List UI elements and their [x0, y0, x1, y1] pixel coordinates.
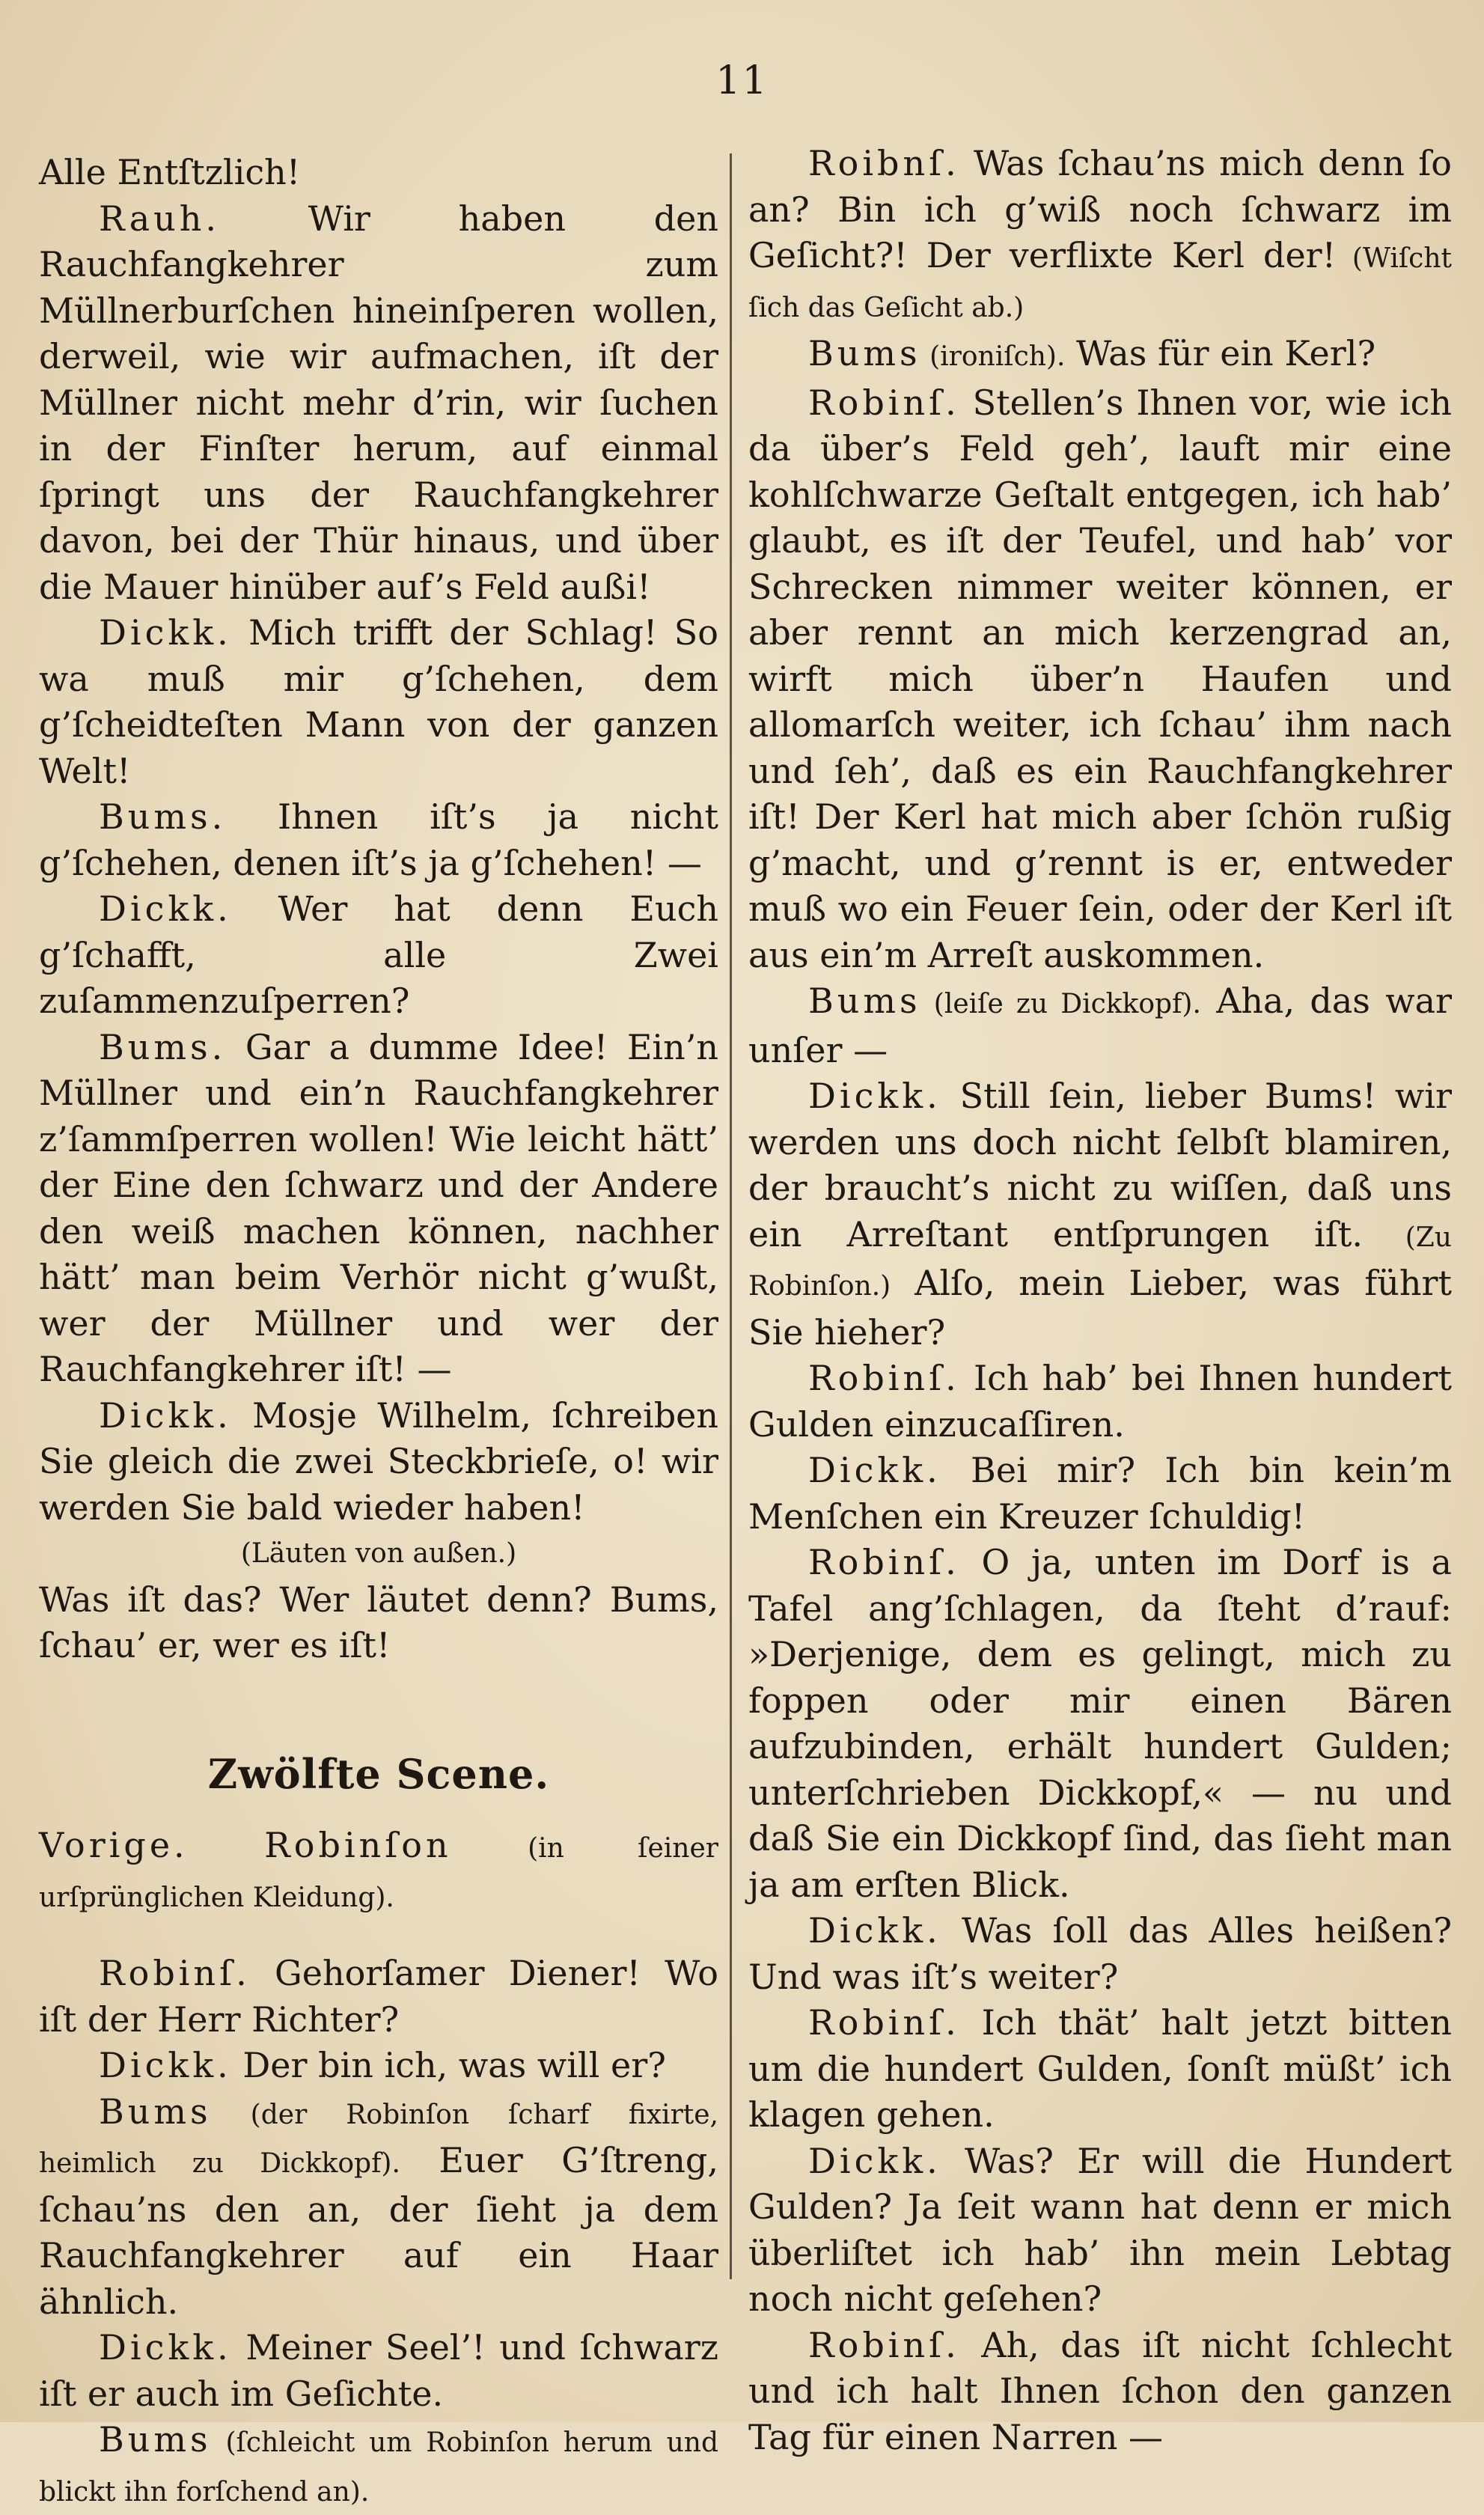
paragraph-text: Alſo, mein Lieber, was führt Sie hieher?: [748, 1263, 1452, 1353]
paragraph: [748, 1908, 1452, 2000]
paragraph: [748, 141, 1452, 331]
speaker-name: Bums: [99, 2419, 212, 2460]
paragraph: [39, 794, 718, 886]
scene-title: Zwölfte Scene.: [207, 1749, 550, 1798]
paragraph-text: Bei mir? Ich bin kein’m Menſchen ein Kreuzer ſchuldig!: [748, 1450, 1452, 1537]
speaker-name: Robinſ.: [808, 1542, 960, 1582]
paragraph: [748, 1448, 1452, 1540]
speaker-name: Robinſ.: [808, 2002, 960, 2043]
paragraph-text: Gar a dumme Idee! Ein’n Müllner und ein’n Rauchfangkehrer z’ſammſperren wollen! Wie leicht hätt’ der Eine den ſchwarz und der Andere den weiß machen können, nachher hätt’ man beim Verhör nicht g’wußt, wer der Müllner und wer der Rauchfangkehrer iſt! —: [39, 1026, 718, 1389]
character-name: Robinſon: [264, 1825, 452, 1865]
paragraph-text: Ihnen iſt’s ja nicht g’ſchehen, denen iſt’s ja g’ſchehen! —: [39, 796, 718, 883]
paragraph: [748, 2000, 1452, 2138]
paragraph-text: Was für ein Kerl?: [1065, 333, 1376, 374]
speaker-name: Bums: [808, 333, 921, 374]
speaker-name: Roibnſ.: [808, 143, 960, 183]
paragraph-text: Was? Er will die Hundert Gulden? Ja ſeit wann hat denn er mich überliſtet ich hab’ ihn mein Lebtag noch nicht geſehen?: [748, 2140, 1452, 2319]
speaker-name: Robinſ.: [808, 2324, 960, 2365]
paragraph-text: Wir haben den Rauchfangkehrer zum Müllnerburſchen hineinſperen wollen, derweil, wie wir aufmachen, iſt der Müllner nicht mehr d’rin, wir ſuchen in der Finſter herum, auf einmal ſpringt uns der Rauchfangkehrer davon, bei der Thür hinaus, und über die Mauer hinüber auf’s Feld außi!: [39, 198, 718, 607]
paragraph: [748, 1540, 1452, 1908]
paragraph: [39, 2089, 718, 2326]
paragraph: [39, 610, 718, 794]
speaker-name: Dickk.: [99, 1394, 232, 1436]
paragraph-text: Was ſchau’ns mich denn ſo an? Bin ich g’wiß noch ſchwarz im Geſicht?! Der verflixte Kerl der!: [748, 143, 1452, 275]
paragraph-text: Mosje Wilhelm, ſchreiben Sie gleich die zwei Steckbrieſe, o! wir werden Sie bald wieder haben!: [39, 1394, 718, 1528]
paragraph-text: Stellen’s Ihnen vor, wie ich da über’s Feld geh’, lauft mir eine kohlſchwarze Geſtalt entgegen, ich hab’ glaubt, es iſt der Teufel, und hab’ vor Schrecken nimmer weiter können, er aber rennt an mich kerzengrad an, wirft mich über’n Haufen und allomarſch weiter, ich ſchau’ ihm nach und ſeh’, daß es ein Rauchfangkehrer iſt! Der Kerl hat mich aber ſchön rußig g’macht, und g’rennt is er, entweder muß wo ein Feuer ſein, oder der Kerl iſt aus ein’m Arreſt auskommen.: [748, 382, 1452, 975]
scene-intro: [39, 1823, 718, 1921]
paragraph-text: Meiner Seel’! und ſchwarz iſt er auch im Geſichte.: [39, 2327, 718, 2414]
paragraph-text: Ich hab’ bei Ihnen hundert Gulden einzucaſſiren.: [748, 1358, 1452, 1445]
paragraph: [39, 1951, 718, 2043]
stage-direction: (in ſeiner urſprünglichen Kleidung).: [39, 1833, 719, 1913]
paragraph-text: Still ſein, lieber Bums! wir werden uns doch nicht ſelbſt blamiren, der braucht’s nicht zu wiſſen, daß uns ein Arreſtant entſprungen iſt.: [748, 1076, 1452, 1255]
paragraph: [39, 2043, 718, 2089]
paragraph-text: Was iſt das? Wer läutet denn? Bums, ſchau’ er, wer es iſt!: [39, 1579, 718, 1665]
speaker-name: Robinſ.: [808, 1358, 960, 1398]
paragraph: [39, 2325, 718, 2417]
speaker-name: Bums.: [99, 796, 227, 837]
stage-direction: (Zu Robinſon.): [748, 1222, 1452, 1302]
paragraph: [748, 1356, 1452, 1448]
paragraph-text: O ja, unten im Dorf is a Tafel ang’ſchlagen, da ſteht d’rauf: »Derjenige, dem es gelingt, mich zu foppen oder mir einen Bären aufzubinden, erhält hundert Gulden; unterſchrieben Dickkopf,« — nu und daß Sie ein Dickkopf ſind, das ſieht man ja am erſten Blick.: [748, 1542, 1452, 1905]
paragraph-text: Ah, das iſt nicht ſchlecht und ich halt Ihnen ſchon den ganzen Tag für einen Narren —: [748, 2324, 1452, 2457]
stage-direction: (Wiſcht ſich das Geſicht ab.): [748, 243, 1452, 323]
paragraph-text: Was ſoll das Alles heißen? Und was iſt’s weiter?: [748, 1910, 1452, 1997]
speaker-name: Dickk.: [99, 612, 232, 653]
speaker-name: Dickk.: [99, 2045, 232, 2085]
speaker-name: Robinſ.: [99, 1953, 251, 1993]
paragraph-text: Wer hat denn Euch g’ſchafft, alle Zwei zuſammenzuſperren?: [39, 888, 718, 1021]
paragraph-text: Euer G’ſtreng, ſchau’ns den an, der ſieht ja dem Rauchfangkehrer auf ein Haar ähnlich.: [39, 2140, 718, 2322]
paragraph: [39, 886, 718, 1025]
column-divider: [730, 153, 732, 2279]
paragraph: [39, 1393, 718, 1531]
paragraph: [39, 1577, 718, 1669]
stage-direction: (ironiſch).: [920, 341, 1066, 372]
stage-direction: (leiſe zu Dickkopf).: [920, 989, 1201, 1019]
speaker-name: Bums: [99, 2091, 212, 2132]
paragraph: [748, 1073, 1452, 1356]
speaker-name: Dickk.: [99, 2327, 232, 2368]
speaker-name: Bums.: [99, 1026, 227, 1067]
speaker-name: Robinſ.: [808, 382, 960, 423]
speaker-name: Vorige.: [39, 1825, 189, 1865]
spacer: [39, 1921, 718, 1951]
paragraph: [748, 331, 1452, 380]
paragraph: [39, 196, 718, 611]
stage-direction: (Läuten von außen.): [240, 1538, 517, 1569]
paragraph-text: Ich thät’ halt jetzt bitten um die hundert Gulden, ſonſt müßt’ ich klagen gehen.: [748, 2002, 1452, 2135]
speaker-name: Bums: [808, 981, 921, 1021]
paragraph-text: Der bin ich, was will er?: [231, 2045, 666, 2085]
stage-direction: (der Robinſon ſcharf fixirte, heimlich zu Dickkopf).: [39, 2099, 718, 2179]
speaker-name: Dickk.: [808, 1450, 941, 1490]
stage-direction: (ſchleicht um Robinſon herum und blickt ihn forſchend an).: [39, 2427, 718, 2508]
right-column: [748, 141, 1452, 2460]
speaker-name: Dickk.: [99, 888, 232, 929]
paragraph: [39, 150, 718, 196]
page-number: 11: [715, 58, 769, 103]
left-column: [39, 150, 718, 2515]
speaker-name: Rauh.: [99, 198, 220, 239]
paragraph: [748, 2323, 1452, 2461]
paragraph: [748, 2138, 1452, 2323]
paragraph: [748, 380, 1452, 979]
speaker-name: Dickk.: [808, 1910, 941, 1951]
paragraph-text: Alle Entſtzlich!: [39, 152, 301, 192]
speaker-name: Dickk.: [808, 1076, 941, 1116]
paragraph: [748, 978, 1452, 1073]
paragraph: [39, 1025, 718, 1393]
paragraph-text: Aha, das war unſer —: [748, 981, 1452, 1070]
paragraph-text: Mich trifft der Schlag! So wa muß mir g’ſchehen, dem g’ſcheidteſten Mann von der ganzen Welt!: [39, 612, 718, 791]
speaker-name: Dickk.: [808, 2140, 941, 2181]
paragraph: [39, 2417, 718, 2515]
paragraph-text: Gehorſamer Diener! Wo iſt der Herr Richter?: [39, 1953, 718, 2040]
